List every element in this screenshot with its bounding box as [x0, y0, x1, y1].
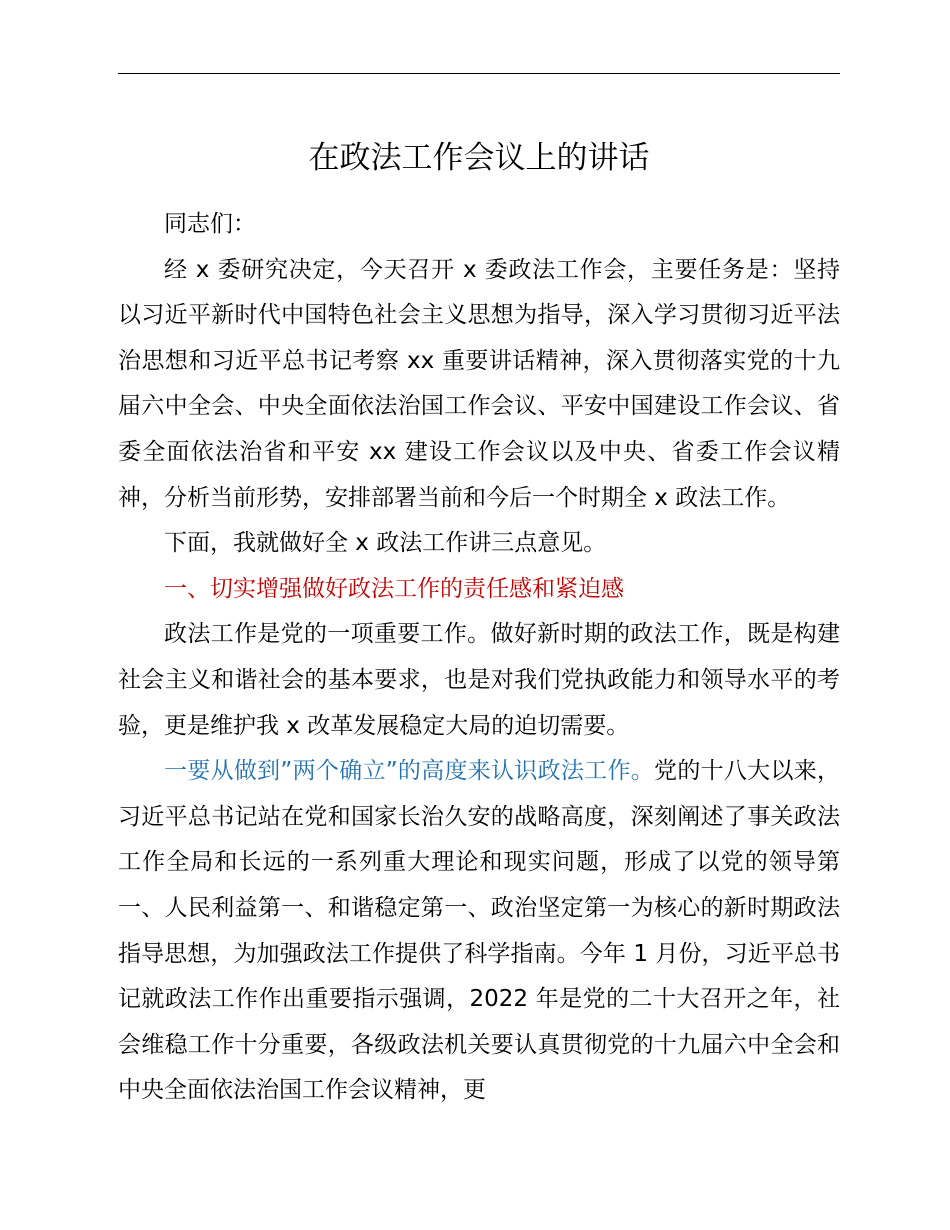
point-body: 党的十八大以来，习近平总书记站在党和国家长治久安的战略高度，深刻阐述了事关政法工作全局和长远的一系列重大理论和现实问题，形成了以党的领导第一、人民利益第一、和谐稳定第一、政治坚定第一为核心的新时期政法指导思想，为加强政法工作提供了科学指南。今年 1 月份，习近平总书记就政法工作作出重要指示强调，2022 年是党的二十大召开之年，社会维稳工作十分重要，各级政法机关要认真贯彻党的十九届六中全会和中央全面依法治国工作会议精神，更 [118, 758, 840, 1104]
section-paragraph: 政法工作是党的一项重要工作。做好新时期的政法工作，既是构建社会主义和谐社会的基本要求，也是对我们党执政能力和领导水平的考验，更是维护我 x 改革发展稳定大局的迫切需要。 [118, 621, 840, 739]
paragraph-outline: 下面，我就做好全 x 政法工作讲三点意见。 [164, 530, 607, 557]
point-lead: 一要从做到”两个确立”的高度来认识政法工作。 [164, 758, 655, 785]
salutation: 同志们： [164, 211, 256, 237]
point-paragraph [118, 749, 840, 1114]
section-heading: 一、切实增强做好政法工作的责任感和紧迫感 [164, 575, 624, 602]
document-body [118, 202, 840, 1114]
document-title: 在政法工作会议上的讲话 [308, 140, 650, 176]
paragraph-intro: 经 x 委研究决定，今天召开 x 委政法工作会，主要任务是：坚持以习近平新时代中国特色社会主义思想为指导，深入学习贯彻习近平法治思想和习近平总书记考察 xx 重要讲话精神，深入贯彻落实党的十九届六中全会、中央全面依法治国工作会议、平安中国建设工作会议、省委全面依法治省和平安 xx 建设工作会议以及中央、省委工作会议精神，分析当前形势，安排部署当前和今后一个时期全 x 政法工作。 [118, 256, 840, 511]
header-rule [118, 73, 840, 74]
